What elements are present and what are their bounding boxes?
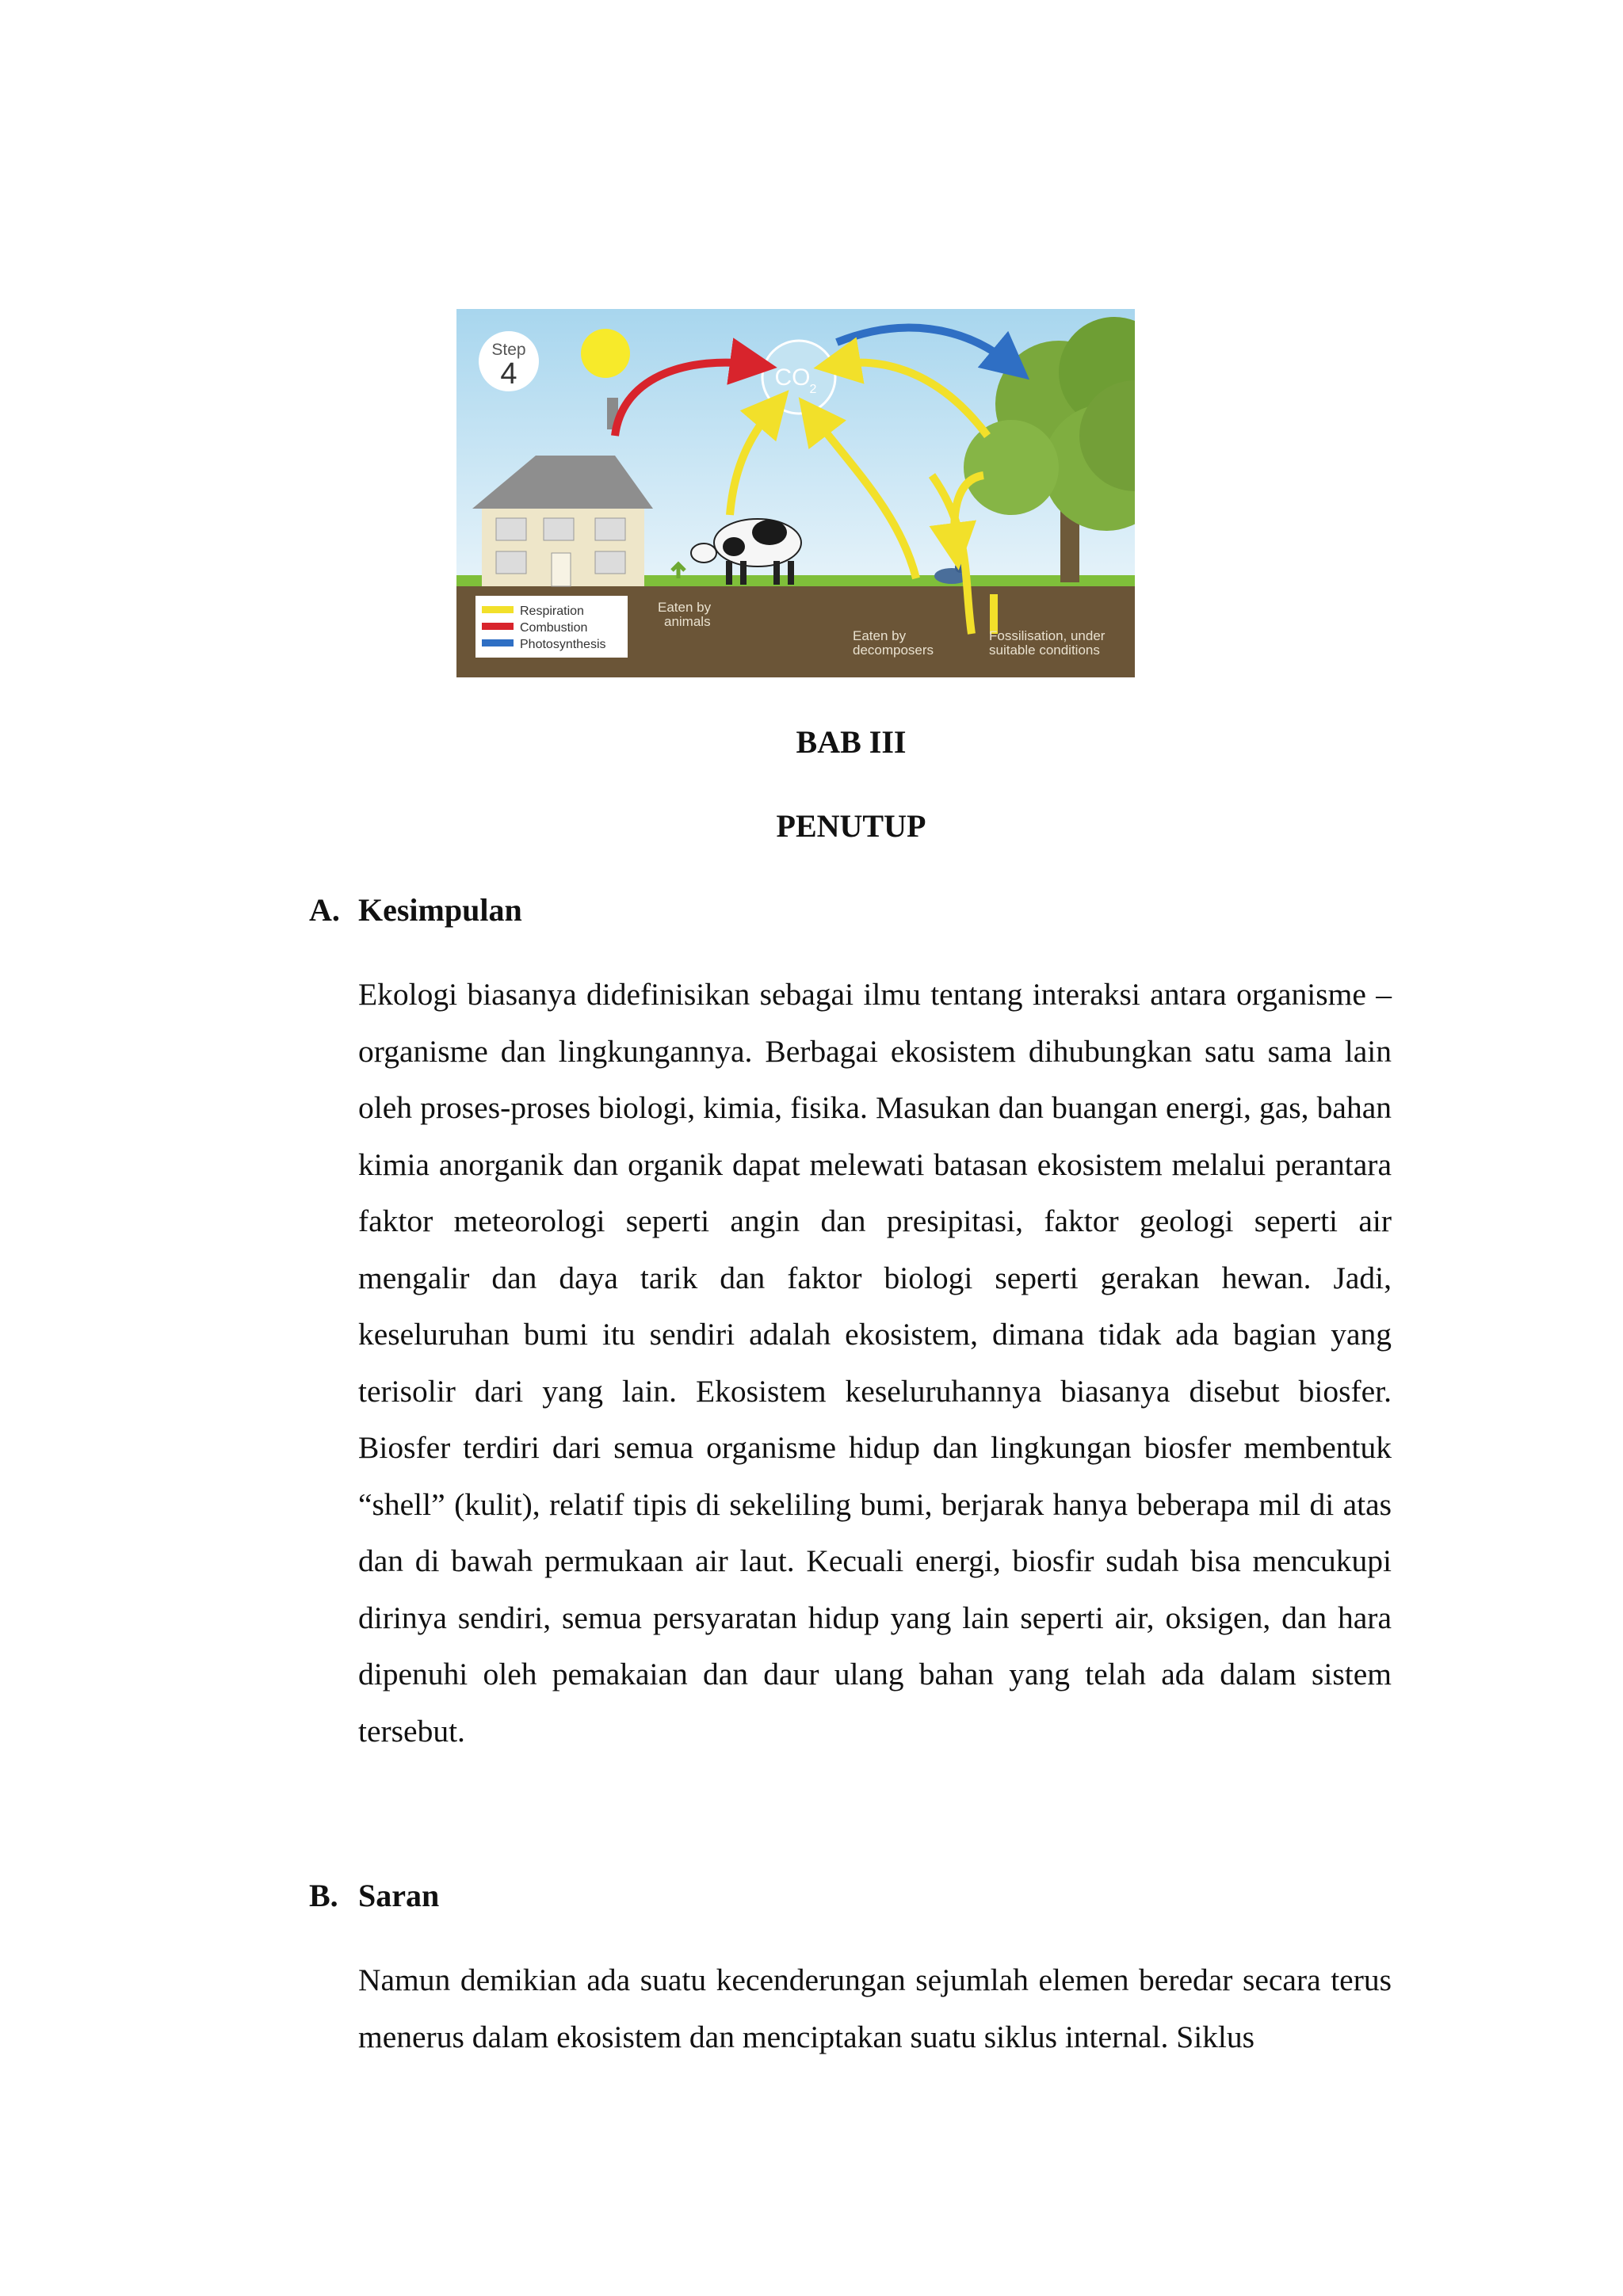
section-letter: A. — [309, 892, 340, 928]
step-badge — [479, 331, 539, 391]
co2-label: CO — [774, 364, 811, 391]
section-title: Kesimpulan — [358, 892, 522, 928]
section-heading-kesimpulan — [309, 891, 522, 930]
chapter-title: PENUTUP — [776, 808, 926, 844]
carbon-cycle-figure — [456, 309, 1135, 677]
svg-text:decomposers: decomposers — [853, 643, 934, 658]
paragraph-saran: Namun demikian ada suatu kecenderungan sejumlah elemen beredar secara terus menerus dalam ekosistem dan menciptakan suatu siklus internal. Siklus — [358, 1962, 1392, 2054]
svg-text:Eaten by: Eaten by — [658, 600, 712, 615]
svg-text:Combustion: Combustion — [520, 621, 588, 635]
step-label: Step — [491, 341, 526, 359]
caption-eaten-by-animals — [658, 600, 712, 629]
caption-fossilisation — [989, 628, 1106, 658]
section-title: Saran — [358, 1878, 440, 1913]
svg-text:animals: animals — [664, 614, 711, 629]
co2-subscript: 2 — [809, 383, 817, 396]
svg-text:suitable conditions: suitable conditions — [989, 643, 1100, 658]
chapter-number: BAB III — [796, 724, 907, 760]
svg-text:Fossilisation, under: Fossilisation, under — [989, 628, 1106, 643]
svg-text:Respiration: Respiration — [520, 605, 584, 618]
svg-text:Photosynthesis: Photosynthesis — [520, 638, 606, 651]
step-number: 4 — [500, 357, 517, 391]
paragraph-kesimpulan: Ekologi biasanya didefinisikan sebagai ilmu tentang interaksi antara organisme – organisme dan lingkungannya. Berbagai ekosistem dihubungkan satu sama lain oleh proses-proses biologi, kimia, fisika. Masukan dan buangan energi, gas, bahan kimia anorganik dan organik dapat melewati batasan ekosistem melalui perantara faktor meteorologi seperti angin dan presipitasi, faktor geologi seperti air mengalir dan daya tarik dan faktor biologi seperti gerakan hewan. Jadi, keseluruhan bumi itu sendiri adalah ekosistem, dimana tidak ada bagian yang terisolir dari yang lain. Ekosistem keseluruhannya biasanya disebut biosfer. Biosfer terdiri dari semua organisme hidup dan lingkungan biosfer membentuk “shell” (kulit), relatif tipis di sekeliling bumi, berjarak hanya beberapa mil di atas dan di bawah permukaan air laut. Kecuali energi, biosfir sudah bisa mencukupi dirinya sendiri, semua persyaratan hidup yang lain seperti air, oksigen, dan hara dipenuhi oleh pemakaian dan daur ulang bahan yang telah ada dalam sistem tersebut. — [358, 977, 1392, 1749]
section-letter: B. — [309, 1878, 338, 1913]
co2-bubble — [762, 341, 835, 414]
figure-legend — [475, 596, 628, 658]
sun-icon — [581, 329, 630, 378]
svg-text:Eaten by: Eaten by — [853, 628, 907, 643]
section-heading-saran — [309, 1876, 439, 1916]
